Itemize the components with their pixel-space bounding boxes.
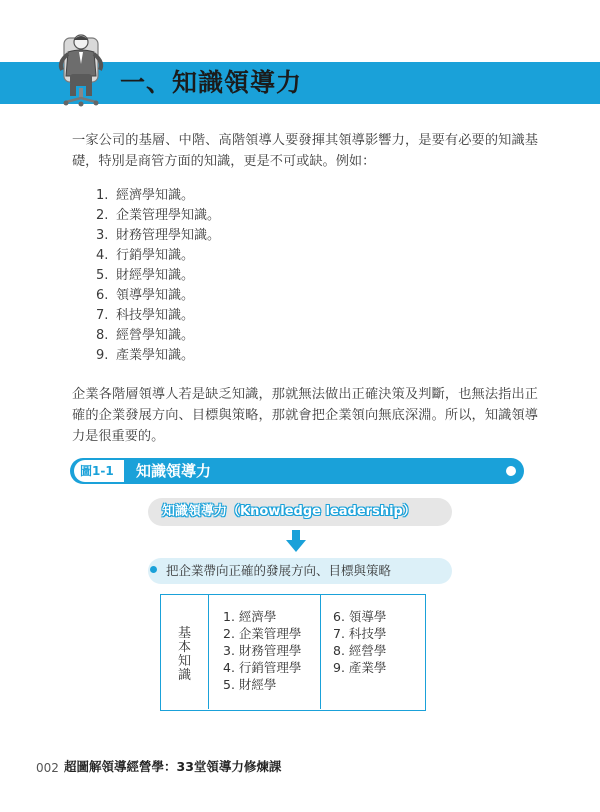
conclusion-paragraph: 企業各階層領導人若是缺乏知識，那就無法做出正確決策及判斷，也無法指出正確的企業發展方向、目標與策略，那就會把企業領向無底深淵。所以，知識領導力是很重要的。 — [72, 387, 538, 444]
businessman-in-chair-illustration — [48, 30, 114, 108]
goal-text: 把企業帶向正確的發展方向、目標與策略 — [166, 563, 392, 578]
figure-header-dot — [506, 466, 516, 476]
bullet-icon — [150, 566, 157, 573]
list-item-number: 9. — [96, 348, 109, 363]
diagram-title: 知識領導力（Knowledge leadership） — [162, 504, 416, 519]
table-item: 9. 產業學 — [333, 660, 387, 675]
list-item-number: 1. — [96, 188, 109, 203]
list-item-text: 經濟學知識。 — [116, 188, 195, 203]
list-item-text: 財經學知識。 — [116, 268, 195, 283]
list-item-number: 7. — [96, 308, 109, 323]
table-item: 1. 經濟學 — [223, 609, 277, 624]
table-label: 基本知識 — [178, 626, 192, 683]
knowledge-list — [96, 186, 220, 366]
page-number: 002 — [36, 761, 59, 775]
list-item-text: 行銷學知識。 — [116, 248, 195, 263]
table-item: 4. 行銷管理學 — [223, 660, 302, 675]
list-item-number: 3. — [96, 228, 109, 243]
list-item-number: 4. — [96, 248, 109, 263]
list-item — [96, 186, 220, 206]
list-item — [96, 306, 220, 326]
list-item-text: 產業學知識。 — [116, 348, 195, 363]
list-item — [96, 226, 220, 246]
down-arrow-icon — [286, 530, 306, 552]
list-item-number: 2. — [96, 208, 109, 223]
figure-tag-label: 圖1-1 — [80, 464, 114, 478]
list-item — [96, 346, 220, 366]
table-item: 7. 科技學 — [333, 626, 387, 641]
table-item: 3. 財務管理學 — [223, 643, 302, 658]
list-item — [96, 286, 220, 306]
list-item-number: 5. — [96, 268, 109, 283]
list-item-number: 8. — [96, 328, 109, 343]
book-title: 超圖解領導經營學：33堂領導力修煉課 — [64, 759, 282, 774]
list-item-text: 經營學知識。 — [116, 328, 195, 343]
list-item-text: 科技學知識。 — [116, 308, 195, 323]
table-item: 5. 財經學 — [223, 677, 277, 692]
table-item: 8. 經營學 — [333, 643, 387, 658]
list-item — [96, 326, 220, 346]
list-item — [96, 206, 220, 226]
list-item-text: 財務管理學知識。 — [116, 228, 221, 243]
section-title: 一、知識領導力 — [120, 68, 303, 97]
list-item — [96, 266, 220, 286]
list-item-text: 企業管理學知識。 — [116, 208, 221, 223]
table-column-right — [321, 595, 425, 709]
intro-paragraph: 一家公司的基層、中階、高階領導人要發揮其領導影響力，是要有必要的知識基礎，特別是商管方面的知識，更是不可或缺。例如： — [72, 133, 538, 169]
table-label-cell — [161, 595, 209, 709]
list-item-number: 6. — [96, 288, 109, 303]
table-item: 6. 領導學 — [333, 609, 387, 624]
knowledge-table — [160, 594, 426, 711]
list-item-text: 領導學知識。 — [116, 288, 195, 303]
list-item — [96, 246, 220, 266]
table-item: 2. 企業管理學 — [223, 626, 302, 641]
table-column-left — [209, 595, 321, 709]
figure-title: 知識領導力 — [136, 462, 212, 480]
